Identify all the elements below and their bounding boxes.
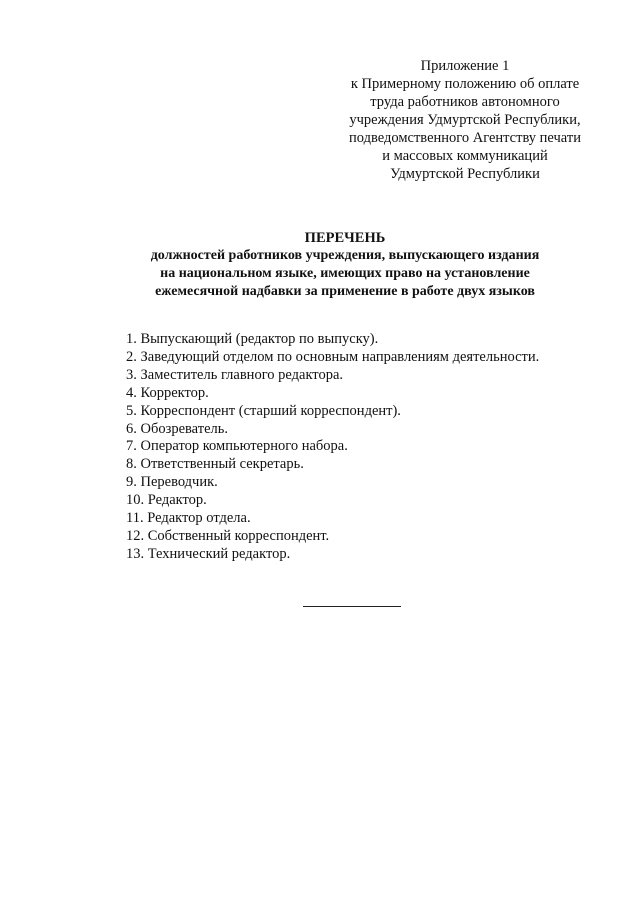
appendix-line: Удмуртской Республики <box>390 166 540 182</box>
list-item: 7. Оператор компьютерного набора. <box>126 438 348 455</box>
appendix-line: к Примерному положению об оплате <box>350 76 580 92</box>
appendix-line: труда работников автономного <box>370 94 560 110</box>
list-item: 10. Редактор. <box>126 492 207 509</box>
positions-list <box>126 331 606 564</box>
appendix-header <box>330 57 600 183</box>
list-item: 4. Корректор. <box>126 384 209 401</box>
title-subline: на национальном языке, имеющих право на установление <box>160 266 530 281</box>
list-item: 9. Переводчик. <box>126 474 218 491</box>
list-item: 1. Выпускающий (редактор по выпуску). <box>126 331 379 347</box>
title-subline: должностей работников учреждения, выпускающего издания <box>150 248 540 263</box>
list-item: 12. Собственный корреспондент. <box>126 527 330 544</box>
appendix-line: учреждения Удмуртской Республики, <box>349 112 581 128</box>
appendix-line: Приложение 1 <box>420 58 510 74</box>
list-item: 11. Редактор отдела. <box>126 510 251 527</box>
title-subline: ежемесячной надбавки за применение в работе двух языков <box>155 284 535 299</box>
list-item: 5. Корреспондент (старший корреспондент). <box>126 402 401 419</box>
list-item: 2. Заведующий отделом по основным направлениям деятельности. <box>126 348 540 365</box>
list-item: 8. Ответственный секретарь. <box>126 456 304 473</box>
document-title <box>100 229 590 301</box>
appendix-line: подведомственного Агентству печати <box>349 130 581 146</box>
list-item: 6. Обозреватель. <box>126 420 228 437</box>
list-item: 3. Заместитель главного редактора. <box>126 366 344 383</box>
title-heading: ПЕРЕЧЕНЬ <box>304 230 386 246</box>
closing-divider <box>303 606 401 607</box>
appendix-line: и массовых коммуникаций <box>382 148 548 164</box>
list-item: 13. Технический редактор. <box>126 545 291 562</box>
